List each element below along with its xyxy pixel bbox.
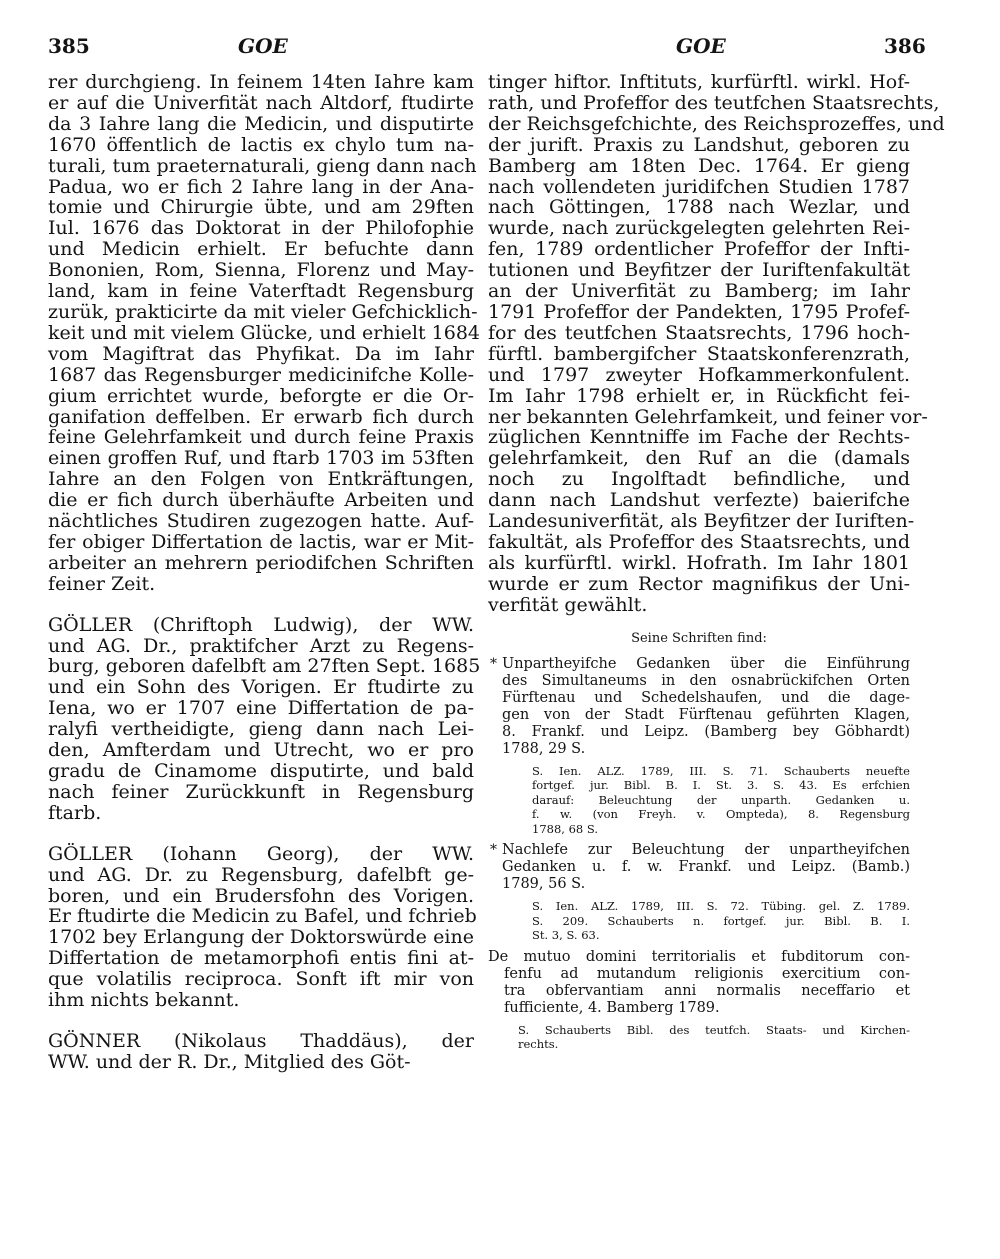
writing-reference-line: rechts. xyxy=(518,1037,559,1052)
text-line: ner bekannten Gelehrfamkeit, und feiner vor- xyxy=(488,405,928,428)
text-line: Padua, wo er fich 2 Iahre lang in der Ana- xyxy=(48,175,474,198)
writing-reference-line: 1788, 68 S. xyxy=(532,821,598,836)
text-line: rath, und Profeffor des teutfchen Staatsrechts, xyxy=(488,91,940,114)
writing-title-line: 1789, 56 S. xyxy=(502,876,586,893)
writing-title-line: Unpartheyifche Gedanken über die Einführung xyxy=(502,655,910,672)
text-line: Im Iahr 1798 erhielt er, in Rückficht fei- xyxy=(488,384,910,407)
text-line: keit und mit vielem Glücke, und erhielt 1684 xyxy=(48,321,481,344)
text-line: zurük, prakticirte da mit vieler Gefchicklich- xyxy=(48,300,478,323)
writing-title-line: 8. Frankf. und Leipz. (Bamberg bey Göbhardt) xyxy=(502,723,910,740)
writing-title-line: fenfu ad mutandum religionis exercitium con- xyxy=(504,965,910,982)
text-line: feiner Zeit. xyxy=(48,572,156,595)
paragraph-gap xyxy=(48,595,474,615)
text-line: den, Amfterdam und Utrecht, wo er pro xyxy=(48,739,474,762)
writing-reference-line: S. Schauberts Bibl. des teutfch. Staats- und Kirchen- xyxy=(518,1022,910,1037)
text-line: ganifation deffelben. Er erwarb fich durch xyxy=(48,405,474,428)
text-line: burg, geboren dafelbft am 27ften Sept. 1685 xyxy=(48,655,481,678)
writing-title-line: Gedanken u. f. w. Frankf. und Leipz. (Bamb.) xyxy=(502,859,910,876)
text-line: GÖLLER (Chriftoph Ludwig), der WW. xyxy=(48,613,474,636)
writing-title-line: gen von der Stadt Fürftenau geführten Klagen, xyxy=(502,706,910,723)
text-line: und AG. Dr. zu Regensburg, dafelbft ge- xyxy=(48,863,474,886)
text-line: que volatilis reciproca. Sonft ift mir von xyxy=(48,968,474,991)
text-line: und AG. Dr., praktifcher Arzt zu Regens- xyxy=(48,634,474,657)
text-line: vom Magiftrat das Phyfikat. Da im Iahr xyxy=(48,342,474,365)
writing-reference-line: S. Ien. ALZ. 1789, III. S. 71. Schauberts neuefte xyxy=(532,763,910,778)
text-line: gradu de Cinamome disputirte, und bald xyxy=(48,760,474,782)
text-line: gium errichtet wurde, beforgte er die Or- xyxy=(48,384,474,407)
asterisk-mark: * xyxy=(490,842,497,859)
text-line: wurde, nach zurückgelegten gelehrten Rei- xyxy=(488,217,910,240)
text-line: GÖLLER (Iohann Georg), der WW. xyxy=(48,842,474,865)
text-line: fakultät, als Profeffor des Staatsrechts, und xyxy=(488,530,910,553)
writing-reference-line: fortgef. jur. Bibl. B. I. St. 3. S. 43. Es erfchien xyxy=(532,778,910,793)
text-line: wurde er zum Rector magnifikus der Uni- xyxy=(488,572,910,595)
text-line: 1670 öffentlich de lactis ex chylo tum na- xyxy=(48,133,474,156)
writing-entry xyxy=(488,842,910,943)
text-line: tutionen und Beyfitzer der Iuriftenfakultät xyxy=(488,259,910,282)
writing-reference-line: darauf: Beleuchtung der unparth. Gedanken u. xyxy=(532,792,910,807)
page-number-left: 385 xyxy=(48,34,90,58)
text-line: und Medicin erhielt. Er befuchte dann xyxy=(48,238,474,261)
running-title-left: GOE xyxy=(238,34,288,58)
text-line: Differtation de metamorphofi entis fini at- xyxy=(48,947,474,970)
text-line: fürftl. bambergifcher Staatskonferenzrath, xyxy=(488,342,910,365)
text-line: Iul. 1676 das Doktorat in der Philofophie xyxy=(48,217,474,240)
text-line: ftarb. xyxy=(48,801,102,824)
text-line: dann nach Landshut verfezte) baierifche xyxy=(488,489,910,512)
text-line: ihm nichts bekannt. xyxy=(48,989,240,1012)
text-line: Iena, wo er 1707 eine Differtation de pa- xyxy=(48,697,474,720)
writing-reference-line: f. w. (von Freyh. v. Ompteda), 8. Regensburg xyxy=(532,807,910,822)
text-line: feine Gelehrfamkeit und durch feine Praxis xyxy=(48,426,474,449)
writing-entry xyxy=(488,656,910,837)
text-line: nach Göttingen, 1788 nach Wezlar, und xyxy=(488,196,910,219)
text-line: der Reichsgefchichte, des Reichsprozeffes, und xyxy=(488,112,945,135)
text-line: züglichen Kenntniffe im Fache der Rechts- xyxy=(488,426,910,449)
text-line: for des teutfchen Staatsrechts, 1796 hoch- xyxy=(488,321,910,344)
text-line: Iahre an den Folgen von Entkräftungen, xyxy=(48,468,474,491)
text-line: fen, 1789 ordentlicher Profeffor der Infti- xyxy=(488,238,910,261)
text-line: noch zu Ingolftadt befindliche, und xyxy=(488,468,910,491)
writing-entry xyxy=(488,949,910,1052)
text-line: gelehrfamkeit, den Ruf an die (damals xyxy=(488,447,910,470)
paragraph-gap xyxy=(48,1011,474,1031)
writing-title-line: De mutuo domini territorialis et fubditorum con- xyxy=(488,948,910,965)
text-line: da 3 Iahre lang die Medicin, und disputirte xyxy=(48,112,474,135)
writing-reference-line: S. Ien. ALZ. 1789, III. S. 72. Tübing. gel. Z. 1789. xyxy=(532,899,910,914)
writing-title-line: Nachlefe zur Beleuchtung der unpartheyifchen xyxy=(502,842,910,859)
text-line: verfität gewählt. xyxy=(488,593,648,616)
text-line: einen groffen Ruf, und ftarb 1703 im 53ften xyxy=(48,447,474,470)
text-line: 1702 bey Erlangung der Doktorswürde eine xyxy=(48,926,474,949)
text-line: der jurift. Praxis zu Landshut, geboren zu xyxy=(488,133,910,156)
writing-title-line: tra obfervantiam anni normalis neceffario et xyxy=(504,982,910,999)
text-line: tinger hiftor. Inftituts, kurfürftl. wirkl. Hof- xyxy=(488,71,910,93)
text-line: land, kam in feine Vaterftadt Regensburg xyxy=(48,280,474,303)
text-line: Bamberg am 18ten Dec. 1764. Er gieng xyxy=(488,154,910,177)
writings-heading: Seine Schriften find: xyxy=(631,630,767,646)
text-line: 1687 das Regensburger medicinifche Kolle- xyxy=(48,363,474,386)
text-line: fer obiger Differtation de lactis, war er Mit- xyxy=(48,530,474,553)
text-line: und ein Sohn des Vorigen. Er ftudirte zu xyxy=(48,676,474,699)
text-line: als kurfürftl. wirkl. Hofrath. Im Iahr 1801 xyxy=(488,551,910,574)
text-line: boren, und ein Brudersfohn des Vorigen. xyxy=(48,884,474,907)
writings-list xyxy=(488,656,910,1052)
text-line: Er ftudirte die Medicin zu Bafel, und fchrieb xyxy=(48,905,477,928)
writing-reference-line: St. 3, S. 63. xyxy=(532,928,600,943)
text-line: Bononien, Rom, Sienna, Florenz und May- xyxy=(48,259,474,282)
asterisk-mark: * xyxy=(490,655,497,672)
right-column xyxy=(488,71,945,1052)
text-line: rer durchgieng. In feinem 14ten Iahre kam xyxy=(48,71,474,93)
writing-title-line: 1788, 29 S. xyxy=(502,740,586,757)
text-line: GÖNNER (Nikolaus Thaddäus), der xyxy=(48,1029,474,1052)
text-line: Landesuniverfität, als Beyfitzer der Iuriften- xyxy=(488,510,915,533)
text-line: nach feiner Zurückkunft in Regensburg xyxy=(48,780,474,803)
text-line: 1791 Profeffor der Pandekten, 1795 Profef- xyxy=(488,300,910,323)
text-line: er auf die Univerfität nach Altdorf, ftudirte xyxy=(48,91,474,114)
page-number-right: 386 xyxy=(884,34,926,58)
writing-title-line: des Simultaneums in den osnabrückifchen Orten xyxy=(502,672,910,689)
text-line: die er fich durch überhäufte Arbeiten und xyxy=(48,489,474,512)
writing-title-line: Fürftenau und Schedelshaufen, und die dage- xyxy=(502,689,910,706)
text-line: WW. und der R. Dr., Mitglied des Göt- xyxy=(48,1050,411,1073)
text-line: arbeiter an mehrern periodifchen Schriften xyxy=(48,551,474,574)
writing-title-line: fufficiente, 4. Bamberg 1789. xyxy=(504,999,720,1016)
writing-reference-line: S. 209. Schauberts n. fortgef. jur. Bibl. B. I. xyxy=(532,913,910,928)
text-line: tomie und Chirurgie übte, und am 29ften xyxy=(48,196,474,219)
text-line: und 1797 zweyter Hofkammerkonfulent. xyxy=(488,363,910,386)
running-title-right: GOE xyxy=(676,34,726,58)
paragraph-gap xyxy=(48,824,474,844)
text-line: ralyfi vertheidigte, gieng dann nach Lei- xyxy=(48,718,474,741)
text-line: nächtliches Studiren zugezogen hatte. Auf- xyxy=(48,510,474,533)
text-line: nach vollendeten juridifchen Studien 1787 xyxy=(488,175,910,198)
left-column xyxy=(48,71,481,1073)
text-line: an der Univerfität zu Bamberg; im Iahr xyxy=(488,280,910,303)
text-line: turali, tum praeternaturali, gieng dann nach xyxy=(48,154,477,177)
